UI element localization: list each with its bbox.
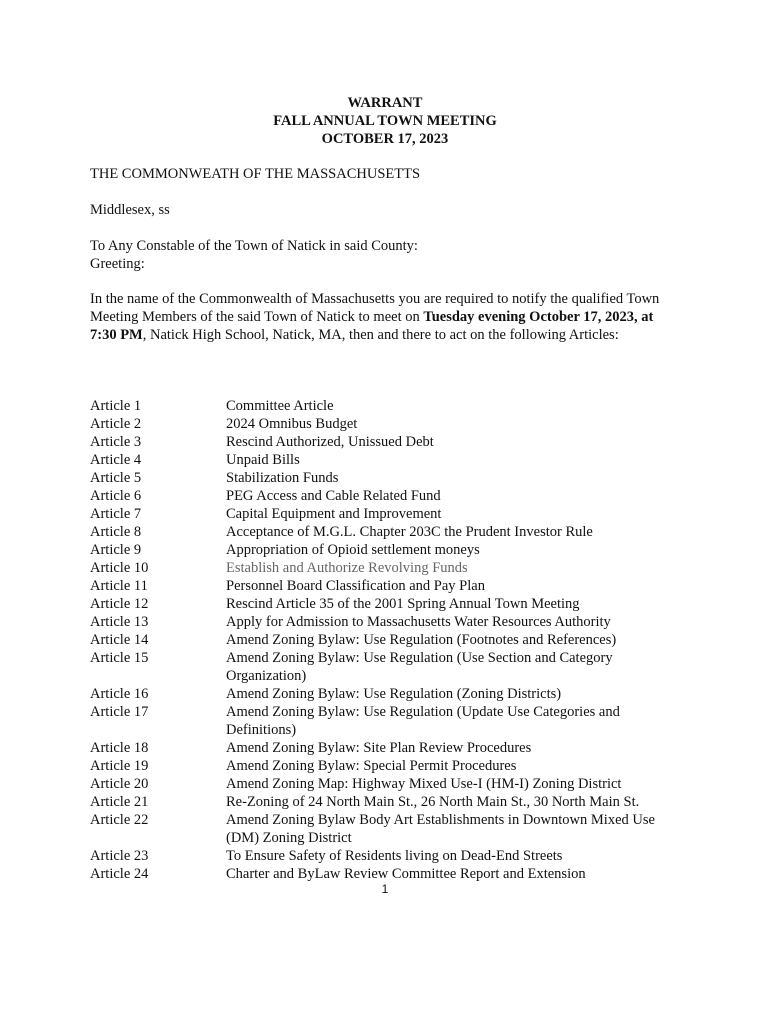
article-number: Article 15	[90, 650, 149, 666]
warrant-heading	[0, 94, 770, 148]
article-title: To Ensure Safety of Residents living on Dead-End Streets	[226, 848, 563, 864]
article-row	[90, 775, 690, 793]
article-number: Article 6	[90, 488, 142, 504]
article-title: Acceptance of M.G.L. Chapter 203C the Prudent Investor Rule	[226, 524, 593, 540]
article-title: Amend Zoning Bylaw Body Art Establishments in Downtown Mixed Use (DM) Zoning District	[226, 812, 655, 846]
article-number: Article 7	[90, 506, 142, 522]
article-number: Article 19	[90, 758, 149, 774]
article-title: Amend Zoning Bylaw: Use Regulation (Footnotes and References)	[226, 632, 617, 648]
notice-meeting-time: Tuesday evening October 17, 2023, at 7:30 PM	[90, 309, 654, 343]
article-title: Stabilization Funds	[226, 470, 339, 486]
article-title: 2024 Omnibus Budget	[226, 416, 358, 432]
article-number: Article 22	[90, 812, 149, 828]
article-row	[90, 523, 690, 541]
article-number: Article 2	[90, 416, 142, 432]
article-row	[90, 397, 690, 415]
article-row	[90, 433, 690, 451]
article-title: Committee Article	[226, 398, 334, 414]
article-number: Article 3	[90, 434, 142, 450]
article-number: Article 12	[90, 596, 149, 612]
article-row	[90, 451, 690, 469]
article-number: Article 16	[90, 686, 149, 702]
article-row	[90, 757, 690, 775]
article-title: Apply for Admission to Massachusetts Water Resources Authority	[226, 614, 611, 630]
article-row	[90, 487, 690, 505]
article-row	[90, 685, 690, 703]
article-row	[90, 703, 690, 739]
heading-warrant: WARRANT	[347, 95, 423, 111]
article-number: Article 21	[90, 794, 149, 810]
address-greeting: Greeting:	[90, 256, 145, 272]
article-row	[90, 847, 690, 865]
article-row	[90, 631, 690, 649]
article-title: Personnel Board Classification and Pay Plan	[226, 578, 485, 594]
article-row	[90, 613, 690, 631]
article-number: Article 8	[90, 524, 142, 540]
article-number: Article 17	[90, 704, 149, 720]
address-constable: To Any Constable of the Town of Natick in said County:	[90, 238, 418, 254]
article-title: Amend Zoning Bylaw: Use Regulation (Zoning Districts)	[226, 686, 562, 702]
article-row	[90, 469, 690, 487]
article-title: Appropriation of Opioid settlement moneys	[226, 542, 480, 558]
heading-date: OCTOBER 17, 2023	[321, 131, 449, 147]
article-title: Amend Zoning Bylaw: Special Permit Procedures	[226, 758, 517, 774]
articles-list	[90, 397, 690, 883]
article-row	[90, 793, 690, 811]
article-title: Establish and Authorize Revolving Funds	[226, 560, 468, 576]
article-title: Amend Zoning Map: Highway Mixed Use-I (HM-I) Zoning District	[226, 776, 622, 792]
article-number: Article 23	[90, 848, 149, 864]
article-number: Article 24	[90, 866, 149, 882]
article-row	[90, 415, 690, 433]
commonwealth-line: THE COMMONWEATH OF THE MASSACHUSETTS	[90, 166, 421, 182]
article-number: Article 5	[90, 470, 142, 486]
article-number: Article 11	[90, 578, 148, 594]
article-title: Capital Equipment and Improvement	[226, 506, 442, 522]
article-row	[90, 541, 690, 559]
article-number: Article 13	[90, 614, 149, 630]
notice-text-before: In the name of the Commonwealth of Massachusetts you are required to notify the qualified Town Meeting Members of the said Town of Natick to meet on	[90, 291, 660, 325]
article-number: Article 1	[90, 398, 142, 414]
article-row	[90, 505, 690, 523]
article-title: PEG Access and Cable Related Fund	[226, 488, 441, 504]
article-title: Charter and ByLaw Review Committee Report and Extension	[226, 866, 586, 882]
article-title: Amend Zoning Bylaw: Use Regulation (Use Section and Category Organization)	[226, 650, 613, 684]
article-title: Re-Zoning of 24 North Main St., 26 North Main St., 30 North Main St.	[226, 794, 640, 810]
heading-meeting: FALL ANNUAL TOWN MEETING	[273, 113, 497, 129]
article-title: Unpaid Bills	[226, 452, 300, 468]
county-line: Middlesex, ss	[90, 202, 170, 218]
article-row	[90, 649, 690, 685]
article-number: Article 18	[90, 740, 149, 756]
article-number: Article 10	[90, 560, 149, 576]
article-title: Rescind Article 35 of the 2001 Spring Annual Town Meeting	[226, 596, 580, 612]
article-title: Rescind Authorized, Unissued Debt	[226, 434, 434, 450]
article-number: Article 4	[90, 452, 142, 468]
article-row	[90, 577, 690, 595]
article-number: Article 9	[90, 542, 142, 558]
notice-text-after: , Natick High School, Natick, MA, then and there to act on the following Articles:	[142, 327, 619, 343]
article-row	[90, 811, 690, 847]
article-title: Amend Zoning Bylaw: Site Plan Review Procedures	[226, 740, 532, 756]
article-row	[90, 595, 690, 613]
address-block	[90, 237, 690, 273]
article-title: Amend Zoning Bylaw: Use Regulation (Update Use Categories and Definitions)	[226, 704, 620, 738]
article-row	[90, 739, 690, 757]
notice-paragraph	[90, 290, 680, 344]
page-number: 1	[381, 882, 389, 896]
article-number: Article 14	[90, 632, 149, 648]
article-number: Article 20	[90, 776, 149, 792]
article-row	[90, 559, 690, 577]
